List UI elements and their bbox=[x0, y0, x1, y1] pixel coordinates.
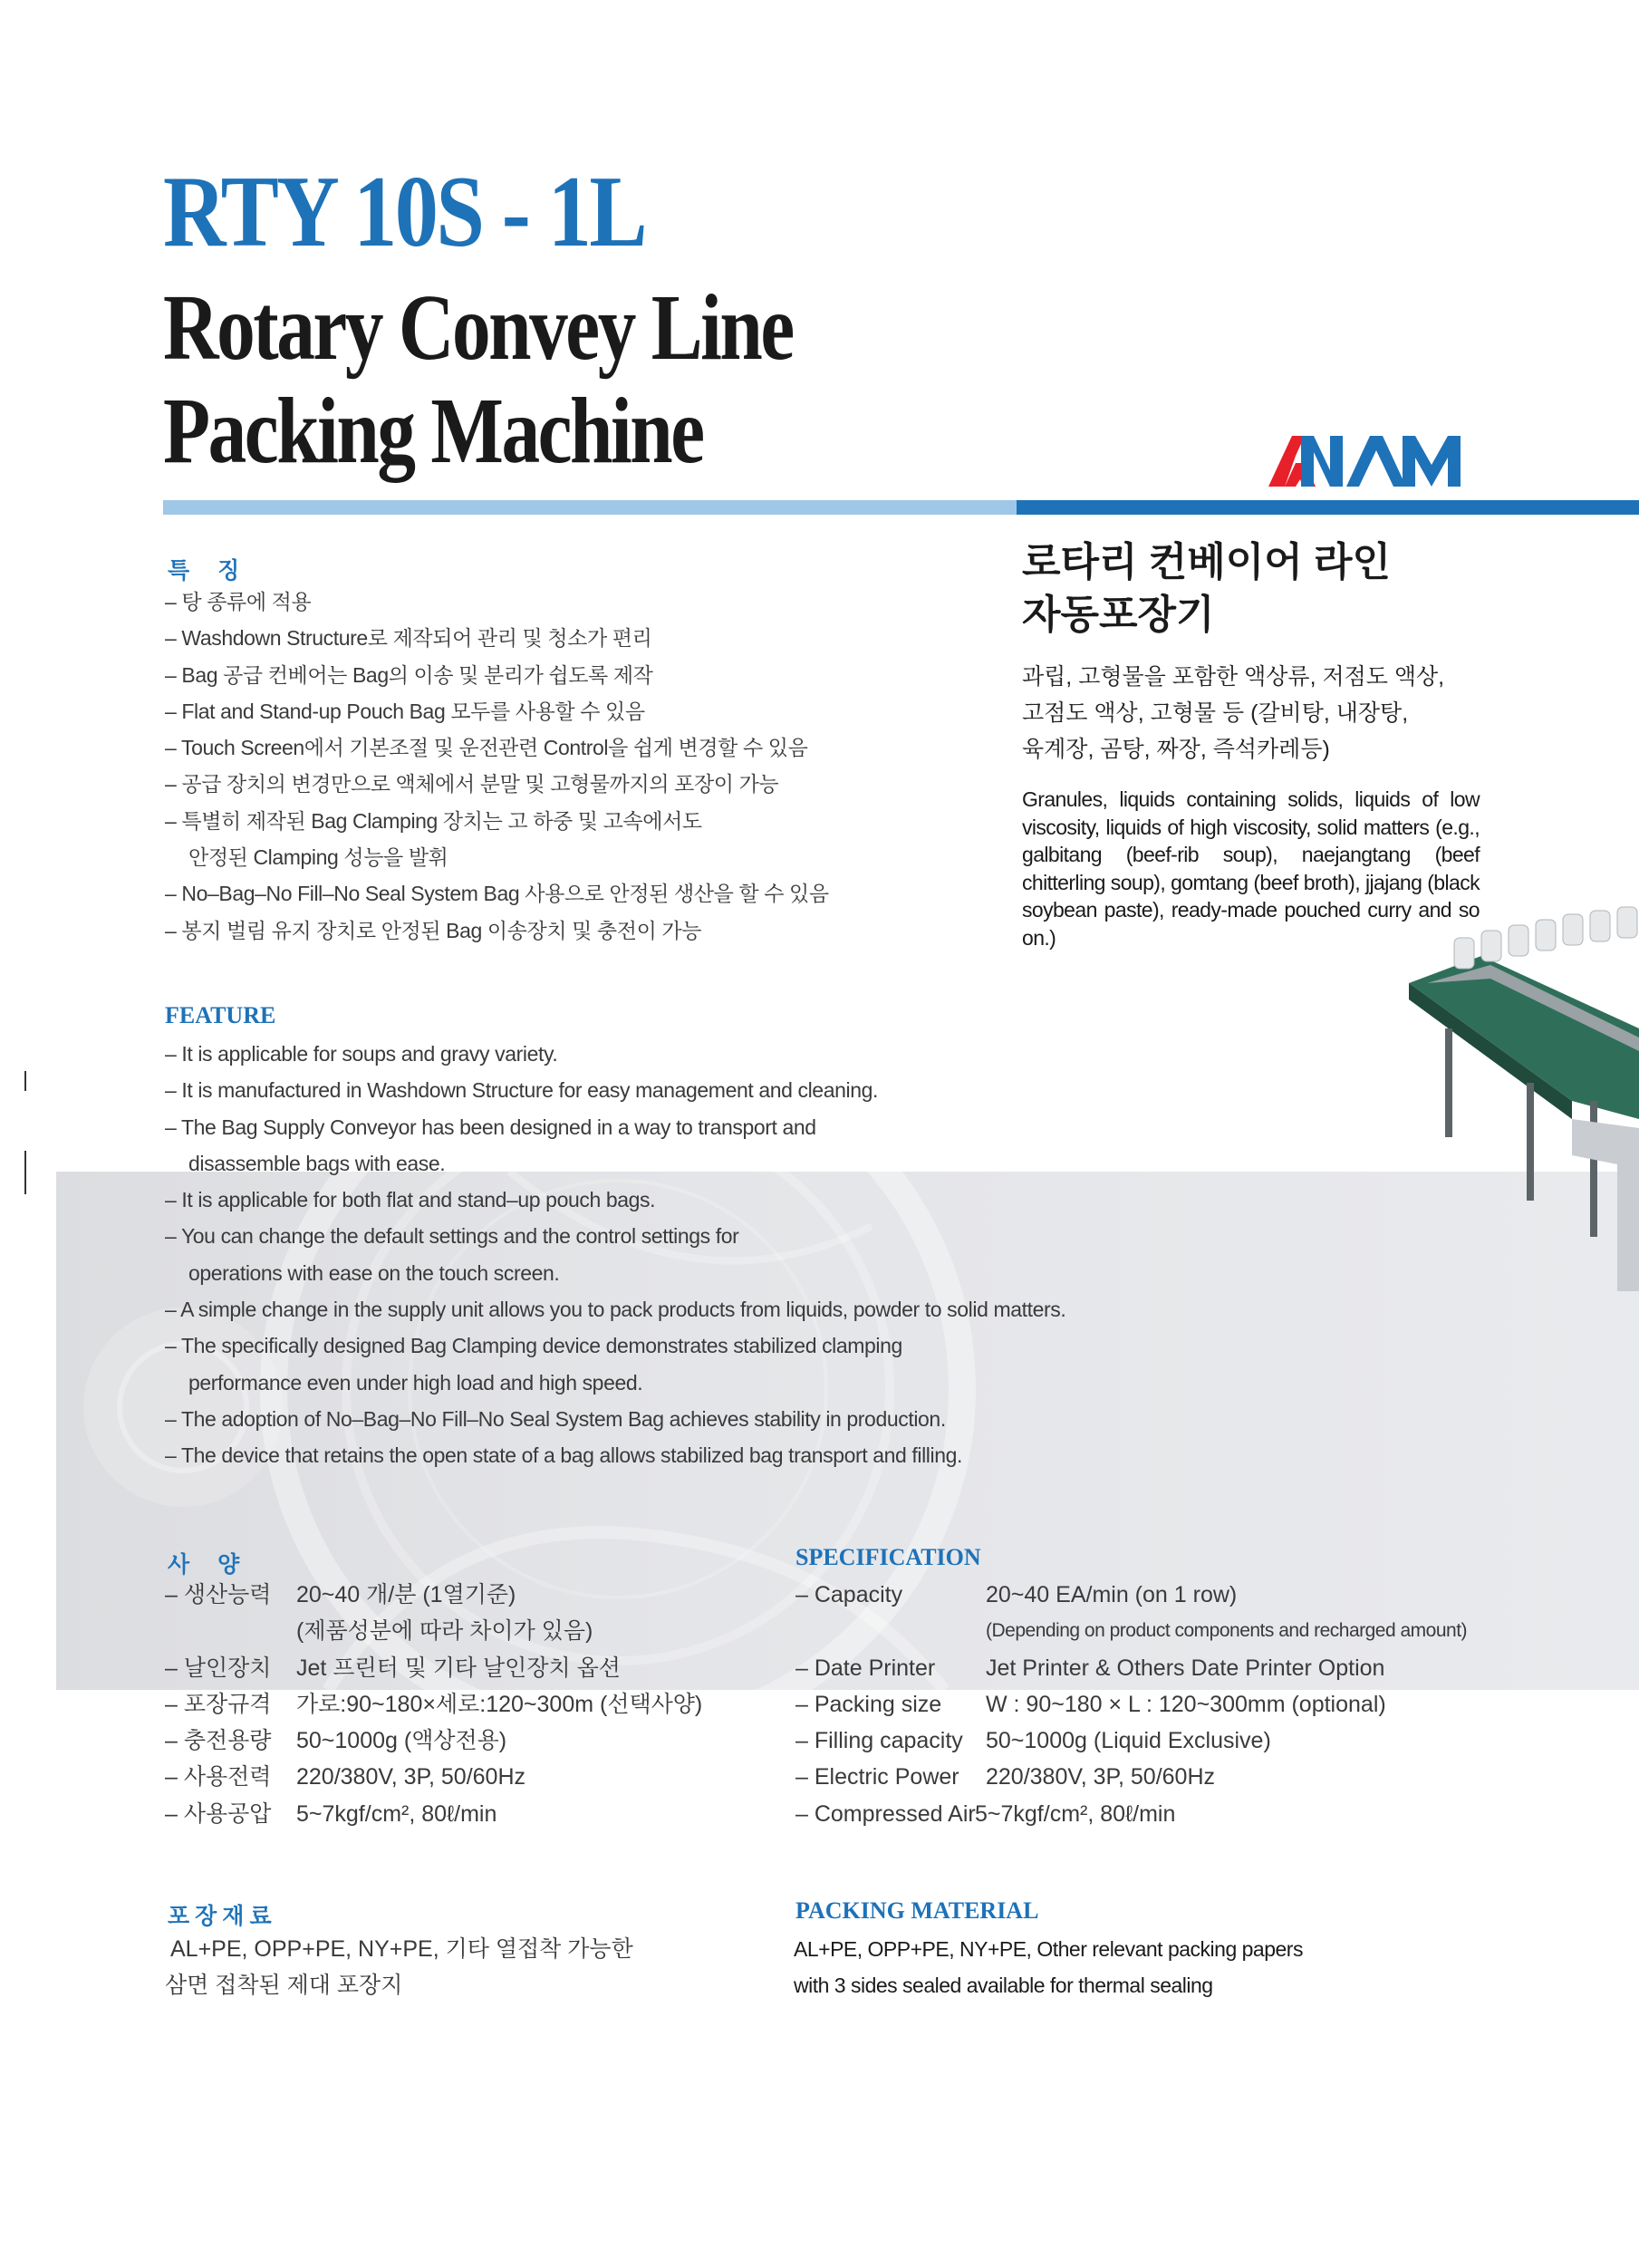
packing-en-heading: PACKING MATERIAL bbox=[795, 1897, 1039, 1924]
packing-en-line: AL+PE, OPP+PE, NY+PE, Other relevant packing papers bbox=[794, 1937, 1303, 1961]
spec-row bbox=[165, 1650, 702, 1686]
features-ko-heading: 특 징 bbox=[168, 558, 251, 584]
spec-ko-table bbox=[165, 1577, 702, 1832]
spec-value: W : 90~180 × L : 120~300mm (optional) bbox=[986, 1691, 1386, 1717]
list-item: 안정된 Clamping 성능을 발휘 bbox=[188, 845, 448, 870]
spec-value: (Depending on product components and recharged amount) bbox=[986, 1620, 1468, 1642]
product-title-line-2: Packing Machine bbox=[163, 379, 703, 483]
model-title: RTY 10S - 1L bbox=[163, 156, 646, 268]
crop-mark bbox=[24, 1151, 26, 1194]
spec-row bbox=[165, 1796, 702, 1832]
spec-label bbox=[795, 1613, 986, 1649]
spec-value: 50~1000g (액상전용) bbox=[296, 1728, 507, 1754]
spec-label: – Compressed Air bbox=[795, 1800, 976, 1827]
spec-label: – 사용공압 bbox=[165, 1800, 272, 1827]
spec-en-table bbox=[795, 1577, 1467, 1832]
korean-product-title bbox=[1022, 536, 1391, 642]
packing-ko-heading: 포장재료 bbox=[168, 1904, 277, 1929]
spec-value: Jet 프린터 및 기타 날인장치 옵션 bbox=[296, 1655, 621, 1681]
spec-label: – 사용전력 bbox=[165, 1764, 272, 1790]
anam-logo-icon bbox=[1268, 430, 1481, 492]
spec-label bbox=[165, 1613, 296, 1649]
list-item: – The adoption of No–Bag–No Fill–No Seal System Bag achieves stability in production. bbox=[165, 1406, 946, 1431]
list-item: – Flat and Stand-up Pouch Bag 모두를 사용할 수 있음 bbox=[165, 699, 645, 723]
logo-text: ANAM bbox=[1268, 430, 1271, 431]
list-item: – No–Bag–No Fill–No Seal System Bag 사용으로 안정된 생산을 할 수 있음 bbox=[165, 882, 829, 906]
packing-en-text bbox=[794, 1931, 1303, 2003]
spec-row bbox=[795, 1723, 1467, 1759]
spec-ko-heading: 사 양 bbox=[168, 1552, 251, 1578]
spec-label: – Date Printer bbox=[795, 1655, 936, 1681]
spec-en-heading: SPECIFICATION bbox=[795, 1544, 981, 1570]
list-item: – The Bag Supply Conveyor has been designed in a way to transport and bbox=[165, 1115, 816, 1139]
packing-ko-line: 삼면 접착된 제대 포장지 bbox=[165, 1973, 403, 1998]
product-title-line-1: Rotary Convey Line bbox=[163, 275, 793, 380]
korean-description bbox=[1022, 659, 1444, 767]
list-item: – 특별히 제작된 Bag Clamping 장치는 고 하중 및 고속에서도 bbox=[165, 808, 702, 833]
spec-value: 50~1000g (Liquid Exclusive) bbox=[986, 1728, 1271, 1754]
list-item: – Washdown Structure로 제작되어 관리 및 청소가 편리 bbox=[165, 626, 652, 651]
spec-row bbox=[795, 1613, 1467, 1649]
list-item: – A simple change in the supply unit allows you to pack products from liquids, powder to solid matters. bbox=[165, 1298, 1066, 1322]
spec-row bbox=[795, 1686, 1467, 1723]
spec-label: – Packing size bbox=[795, 1691, 942, 1717]
spec-value: 220/380V, 3P, 50/60Hz bbox=[986, 1764, 1216, 1790]
features-en-list bbox=[165, 1036, 1065, 1474]
spec-value: (제품성분에 따라 차이가 있음) bbox=[296, 1618, 593, 1645]
packing-en-line: with 3 sides sealed available for thermal sealing bbox=[794, 1974, 1213, 1997]
spec-label: – Electric Power bbox=[795, 1764, 959, 1790]
spec-label: – Filling capacity bbox=[795, 1728, 963, 1754]
spec-label: – 포장규격 bbox=[165, 1691, 272, 1717]
korean-title-line-1: 로타리 컨베이어 라인 bbox=[1022, 540, 1391, 584]
features-en-heading: FEATURE bbox=[165, 1002, 276, 1028]
spec-value: 5~7kgf/cm², 80ℓ/min bbox=[296, 1800, 497, 1827]
list-item: disassemble bags with ease. bbox=[188, 1151, 446, 1175]
spec-value: Jet Printer & Others Date Printer Option bbox=[986, 1655, 1385, 1681]
spec-row bbox=[165, 1686, 702, 1723]
packing-ko-text bbox=[165, 1931, 633, 2003]
anam-logo bbox=[1268, 430, 1481, 492]
list-item: – You can change the default settings and the control settings for bbox=[165, 1224, 739, 1249]
english-description: Granules, liquids containing solids, liquids of low viscosity, liquids of high viscosity, solid matters (e.g., galbitang (beef-rib soup), naejangtang (beef chitterling soup), gomtang (beef broth), jjajang (black soybean paste), ready-made pouched curry and so on.) bbox=[1022, 787, 1480, 950]
korean-desc-line: 육계장, 곰탕, 짜장, 즉석카레등) bbox=[1022, 737, 1330, 762]
spec-row bbox=[795, 1796, 1467, 1832]
spec-value: 가로:90~180×세로:120~300m (선택사양) bbox=[296, 1691, 703, 1717]
list-item: – It is applicable for both flat and stand–up pouch bags. bbox=[165, 1188, 656, 1212]
spec-row bbox=[165, 1577, 702, 1613]
spec-row bbox=[795, 1759, 1467, 1795]
packing-machine-illustration bbox=[1409, 893, 1639, 1291]
list-item: – It is applicable for soups and gravy variety. bbox=[165, 1042, 558, 1066]
packing-ko-line: AL+PE, OPP+PE, NY+PE, 기타 열접착 가능한 bbox=[170, 1936, 633, 1962]
features-ko-list bbox=[165, 584, 829, 949]
spec-label: – 충전용량 bbox=[165, 1728, 272, 1754]
korean-desc-line: 고점도 액상, 고형물 등 (갈비탕, 내장탕, bbox=[1022, 700, 1409, 726]
list-item: – 봉지 벌림 유지 장치로 안정된 Bag 이송장치 및 충전이 가능 bbox=[165, 918, 702, 942]
list-item: – The specifically designed Bag Clamping device demonstrates stabilized clamping bbox=[165, 1334, 902, 1358]
korean-title-line-2: 자동포장기 bbox=[1022, 593, 1215, 637]
korean-desc-line: 과립, 고형물을 포함한 액상류, 저점도 액상, bbox=[1022, 664, 1445, 690]
list-item: – Bag 공급 컨베어는 Bag의 이송 및 분리가 쉽도록 제작 bbox=[165, 662, 653, 687]
spec-row bbox=[795, 1577, 1467, 1613]
list-item: – It is manufactured in Washdown Structure for easy management and cleaning. bbox=[165, 1078, 878, 1103]
spec-row bbox=[795, 1650, 1467, 1686]
list-item: operations with ease on the touch screen. bbox=[188, 1260, 560, 1285]
list-item: – 탕 종류에 적용 bbox=[165, 590, 312, 613]
spec-label: – 생산능력 bbox=[165, 1582, 272, 1607]
crop-mark bbox=[24, 1071, 26, 1091]
spec-value: 5~7kgf/cm², 80ℓ/min bbox=[975, 1800, 1176, 1827]
spec-value: 20~40 개/분 (1열기준) bbox=[296, 1582, 516, 1607]
spec-row bbox=[165, 1759, 702, 1795]
list-item: performance even under high load and high speed. bbox=[188, 1370, 643, 1395]
spec-value: 20~40 EA/min (on 1 row) bbox=[986, 1582, 1238, 1607]
divider-dark bbox=[1017, 500, 1639, 515]
list-item: – 공급 장치의 변경만으로 액체에서 분말 및 고형물까지의 포장이 가능 bbox=[165, 772, 779, 796]
spec-row bbox=[165, 1613, 702, 1649]
spec-value: 220/380V, 3P, 50/60Hz bbox=[296, 1764, 526, 1790]
spec-row bbox=[165, 1723, 702, 1759]
machine-image bbox=[1409, 893, 1639, 1291]
divider-light bbox=[163, 500, 1017, 515]
spec-label: – 날인장치 bbox=[165, 1655, 272, 1681]
spec-label: – Capacity bbox=[795, 1582, 903, 1607]
list-item: – Touch Screen에서 기본조절 및 운전관련 Control을 쉽게 변경할 수 있음 bbox=[165, 736, 808, 760]
list-item: – The device that retains the open state of a bag allows stabilized bag transport and filling. bbox=[165, 1443, 962, 1468]
